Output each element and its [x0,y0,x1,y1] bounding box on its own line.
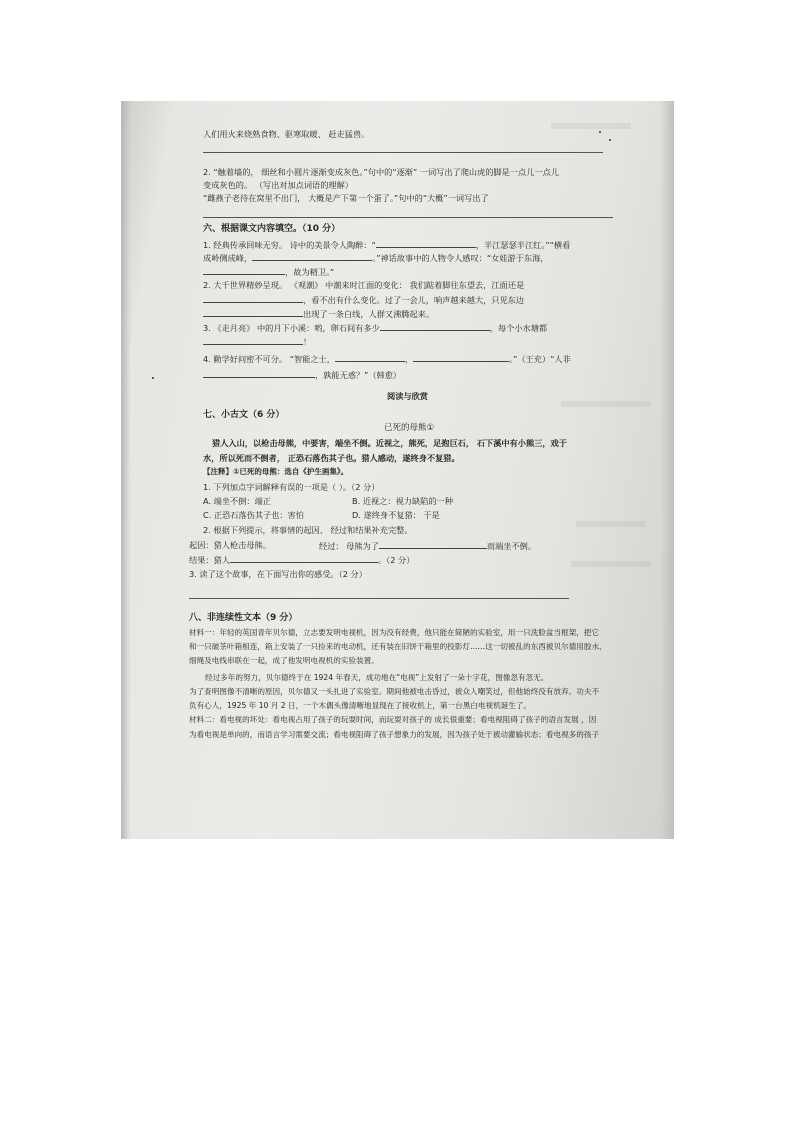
text-line: 为了查明图像不清晰的原因，贝尔德又一头扎进了实验室。期间他被电击昏过，被众人嘲笑过，但他始终没有放弃。功夫不 [189,687,600,696]
bleed-through-mark [571,561,651,567]
text-line: 材料二：看电视的坏处：看电视占用了孩子的玩耍时间，而玩耍对孩子的 成长很重要；看电视阻碍了孩子的语言发展 ，因 [189,715,597,724]
text-line: 2. 大千世界精妙呈现。 《观潮》 中潮来时江面的变化： 我们踮着脚往东望去，江面还是 [203,280,525,290]
text-line: 负有心人，1925 年 10 月 2 日，一个木偶头像清晰地显现在了接收机上，第一台黑白电视机诞生了。 [189,701,532,710]
question: 3. 读了这个故事，在下面写出你的感受。（2 分） [189,569,367,579]
text-fragment: ，每个小水塘都 [489,323,548,333]
text-fragment: ，半江瑟瑟半江红。”“横看 [475,240,571,250]
text-line: 材料一：年轻的英国青年贝尔德，立志要发明电视机，因为没有经费，他只能在简陋的实验室，用一只洗脸盆当框架，把它 [189,628,600,637]
text-fragment: 。（2 分） [377,555,415,565]
speck [609,139,611,141]
text-fragment: 3. 《走月亮》 中的月下小溪：哟，卵石间有多少 [203,323,380,333]
text-line: 和一只破茶叶箱相连，箱上安装了一只捡来的电动机，还有装在旧饼干箱里的投影灯……这一切被乱的东西被贝尔德用胶水、 [189,642,607,651]
reading-divider: 阅读与欣赏 [387,391,428,401]
question: 2. 根据下列提示，将事情的起因、 经过和结果补充完整。 [203,525,413,535]
text-fragment: 经过： 母熊为了 [319,541,379,551]
blank[interactable] [380,322,490,331]
option-d: D. 遂终身不复猎： 于是 [352,510,440,520]
speck [152,377,154,379]
text-line [203,252,548,263]
passage-title: 已死的母熊① [384,423,435,433]
text-fragment: ，看不出有什么变化。过了一会儿，响声越来越大，只见东边 [303,295,525,305]
blank[interactable] [203,336,303,345]
text-line: 为看电视是单向的，而语言学习需要交流；看电视阻碍了孩子想象力的发展，因为孩子处于被动灌输状态；看电视多的孩子 [189,730,600,739]
text-line [203,266,334,277]
blank[interactable] [379,540,487,549]
text-line [203,308,434,319]
text-fragment: 4. 勤学好问密不可分。 “智能之士， [203,354,335,364]
question: 1. 下列加点字词解释有误的一项是（ ）。（2 分） [203,482,380,492]
section-heading: 八、非连续性文本（9 分） [189,613,298,623]
text-fragment: ，孰能无惑？”（韩愈） [315,370,402,380]
bleed-through-mark [576,521,646,527]
text-line [203,322,547,333]
blank[interactable] [413,353,509,362]
photo-edge-shadow-left [121,101,131,839]
text-line [203,369,401,380]
blank[interactable] [203,369,315,378]
text-fragment: 。”（王充）“人非 [509,354,571,364]
section-heading: 七、小古文（6 分） [203,410,285,420]
option-c: C. 正恐石落伤其子也：害怕 [203,510,304,520]
text-fragment: 。”神话故事中的人物令人感叹：“女娃游于东海， [372,253,549,263]
text-line [203,239,570,250]
photo-edge-shadow-right [660,101,674,839]
blank[interactable] [203,294,303,303]
text-fragment: ， [404,354,414,364]
blank[interactable] [230,554,378,563]
answer-line [189,598,569,599]
process-line [319,540,536,551]
answer-line [203,152,603,153]
answer-line [203,217,613,218]
text-fragment: 成岭侧成峰， [203,253,253,263]
text-fragment: ，故为精卫。” [285,267,335,277]
text-line [203,294,524,305]
text-fragment: ！ [303,337,312,347]
text-fragment: 1. 经典传承回味无穷。 诗中的美景令人陶醉：“ [203,240,376,250]
blank[interactable] [203,308,303,317]
bleed-through-mark [561,401,651,407]
bleed-through-mark [551,123,631,129]
text-line [203,336,311,347]
text-line: 经过多年的努力，贝尔德终于在 1924 年春天，成功地在“电视”上发射了一朵十字花，图像忽有忽无。 [205,673,549,682]
text-line: “雌燕子老待在窝里不出门， 大概是产下第一个蛋了。”句中的“大概”一词写出了 [203,193,489,203]
blank[interactable] [376,239,476,248]
result-line [189,554,414,565]
blank[interactable] [252,252,372,261]
cause-line: 起因：猎人枪击母熊。 [189,540,271,550]
blank[interactable] [203,266,285,275]
text-line [203,353,571,364]
speck [599,131,601,133]
text-line: 人们用火来烧熟食物、驱寒取暖、 赶走猛兽。 [203,129,370,139]
text-fragment: 出现了一条白线，人群又沸腾起来。 [303,309,435,319]
option-a: A. 端坐不倒：端正 [203,496,271,506]
option-b: B. 近视之：视力缺陷的一种 [352,496,453,506]
section-heading: 六、根据课文内容填空。（10 分） [203,224,341,234]
text-line: 变成灰色的。 （写出对加点词语的理解） [203,180,353,190]
passage-note: 【注释】①已死的母熊：选自《护生画集》。 [203,467,349,476]
text-fragment: 而端坐不倒。 [486,541,537,551]
passage-line: 水，所以死而不倒者， 正恐石落伤其子也。猎人感动，遂终身不复猎。 [203,453,460,463]
scanned-worksheet-photo [121,101,674,839]
passage-line: 猎人入山，以枪击母熊，中要害，端坐不倒。近视之，熊死，足抱巨石， 石下溪中有小熊三，戏于 [212,438,567,448]
text-line: 2. “触着墙的， 细丝和小圆片逐渐变成灰色。”句中的“逐渐” 一词写出了爬山虎的脚是一点儿一点儿 [203,167,559,177]
text-line: 细绳及电线串联在一起，成了他发明电视机的实验装置。 [189,656,379,665]
text-fragment: 结果：猎人 [189,555,230,565]
blank[interactable] [335,353,405,362]
